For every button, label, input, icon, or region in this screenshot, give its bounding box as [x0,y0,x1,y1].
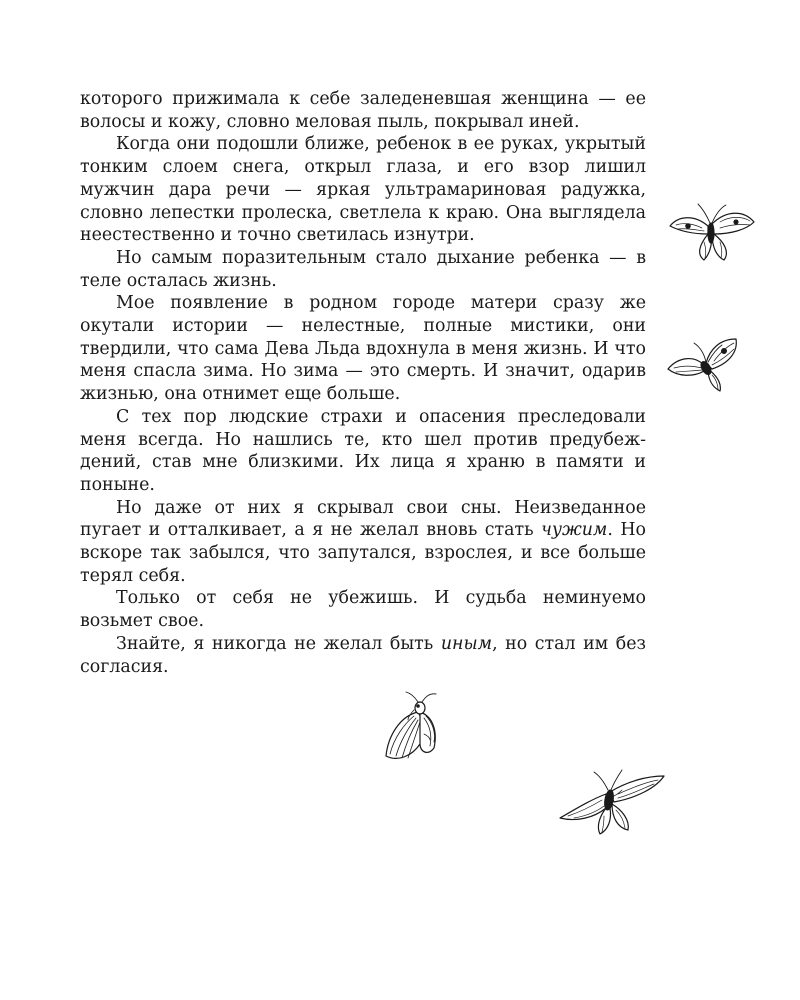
paragraph-6-text-a: Но даже от них я скрывал свои сны. Неизведанное пугает и отталкивает, а я не желал вновь стать [80,497,646,541]
paragraph-4 [80,292,646,406]
paragraph-5-text: С тех пор людские страхи и опасения преследовали меня всегда. Но нашлись те, кто шел против предубеждений, став мне близкими. Их лица я храню в памяти и поныне. [80,406,646,495]
paragraph-2 [80,133,646,247]
paragraph-1-text: которого прижимала к себе заледеневшая женщина — ее волосы и кожу, словно меловая пыль, покрывал иней. [80,89,646,132]
paragraph-2-text: Когда они подошли ближе, ребенок в ее руках, укрытый тонким слоем снега, открыл глаза, и его взор лишил мужчин дара речи — яркая ультрамариновая радужка, словно лепестки пролеска, светлела к краю. Она выглядела неестественно и точно светилась изнутри. [80,134,646,246]
paragraph-7-text: Только от себя не убежишь. И судьба неминуемо возьмет свое. [80,588,646,632]
paragraph-6 [80,497,646,588]
paragraph-8-italic: иным [440,633,493,654]
paragraph-6-text-b: . Но вскоре так забылся, что запутался, взрослея, и все больше терял себя. [80,520,646,586]
moth-icon [556,766,668,836]
paragraph-7 [80,587,646,632]
paragraph-4-text: Мое появление в родном городе матери сразу же окутали истории — нелестные, полные мистики, они твердили, что сама Дева Льда вдохнула в меня жизнь. И что меня спасла зима. Но зима — это смерть. И значит, одарив жизнью, она отнимет еще больше. [80,293,646,405]
body-text [80,88,646,678]
moth-icon [664,200,758,264]
paragraph-3 [80,247,646,292]
moth-icon [380,690,450,768]
paragraph-5 [80,406,646,497]
moth-icon [664,335,746,393]
paragraph-6-italic: чужим [541,520,608,541]
paragraph-1 [80,88,646,133]
paragraph-8-text-a: Знайте, я никогда не желал быть [116,633,441,654]
paragraph-8 [80,633,646,678]
paragraph-3-text: Но самым поразительным стало дыхание ребенка — в теле осталась жизнь. [80,247,646,291]
paragraph-8-text-b: , но стал им без согласия. [80,633,646,677]
